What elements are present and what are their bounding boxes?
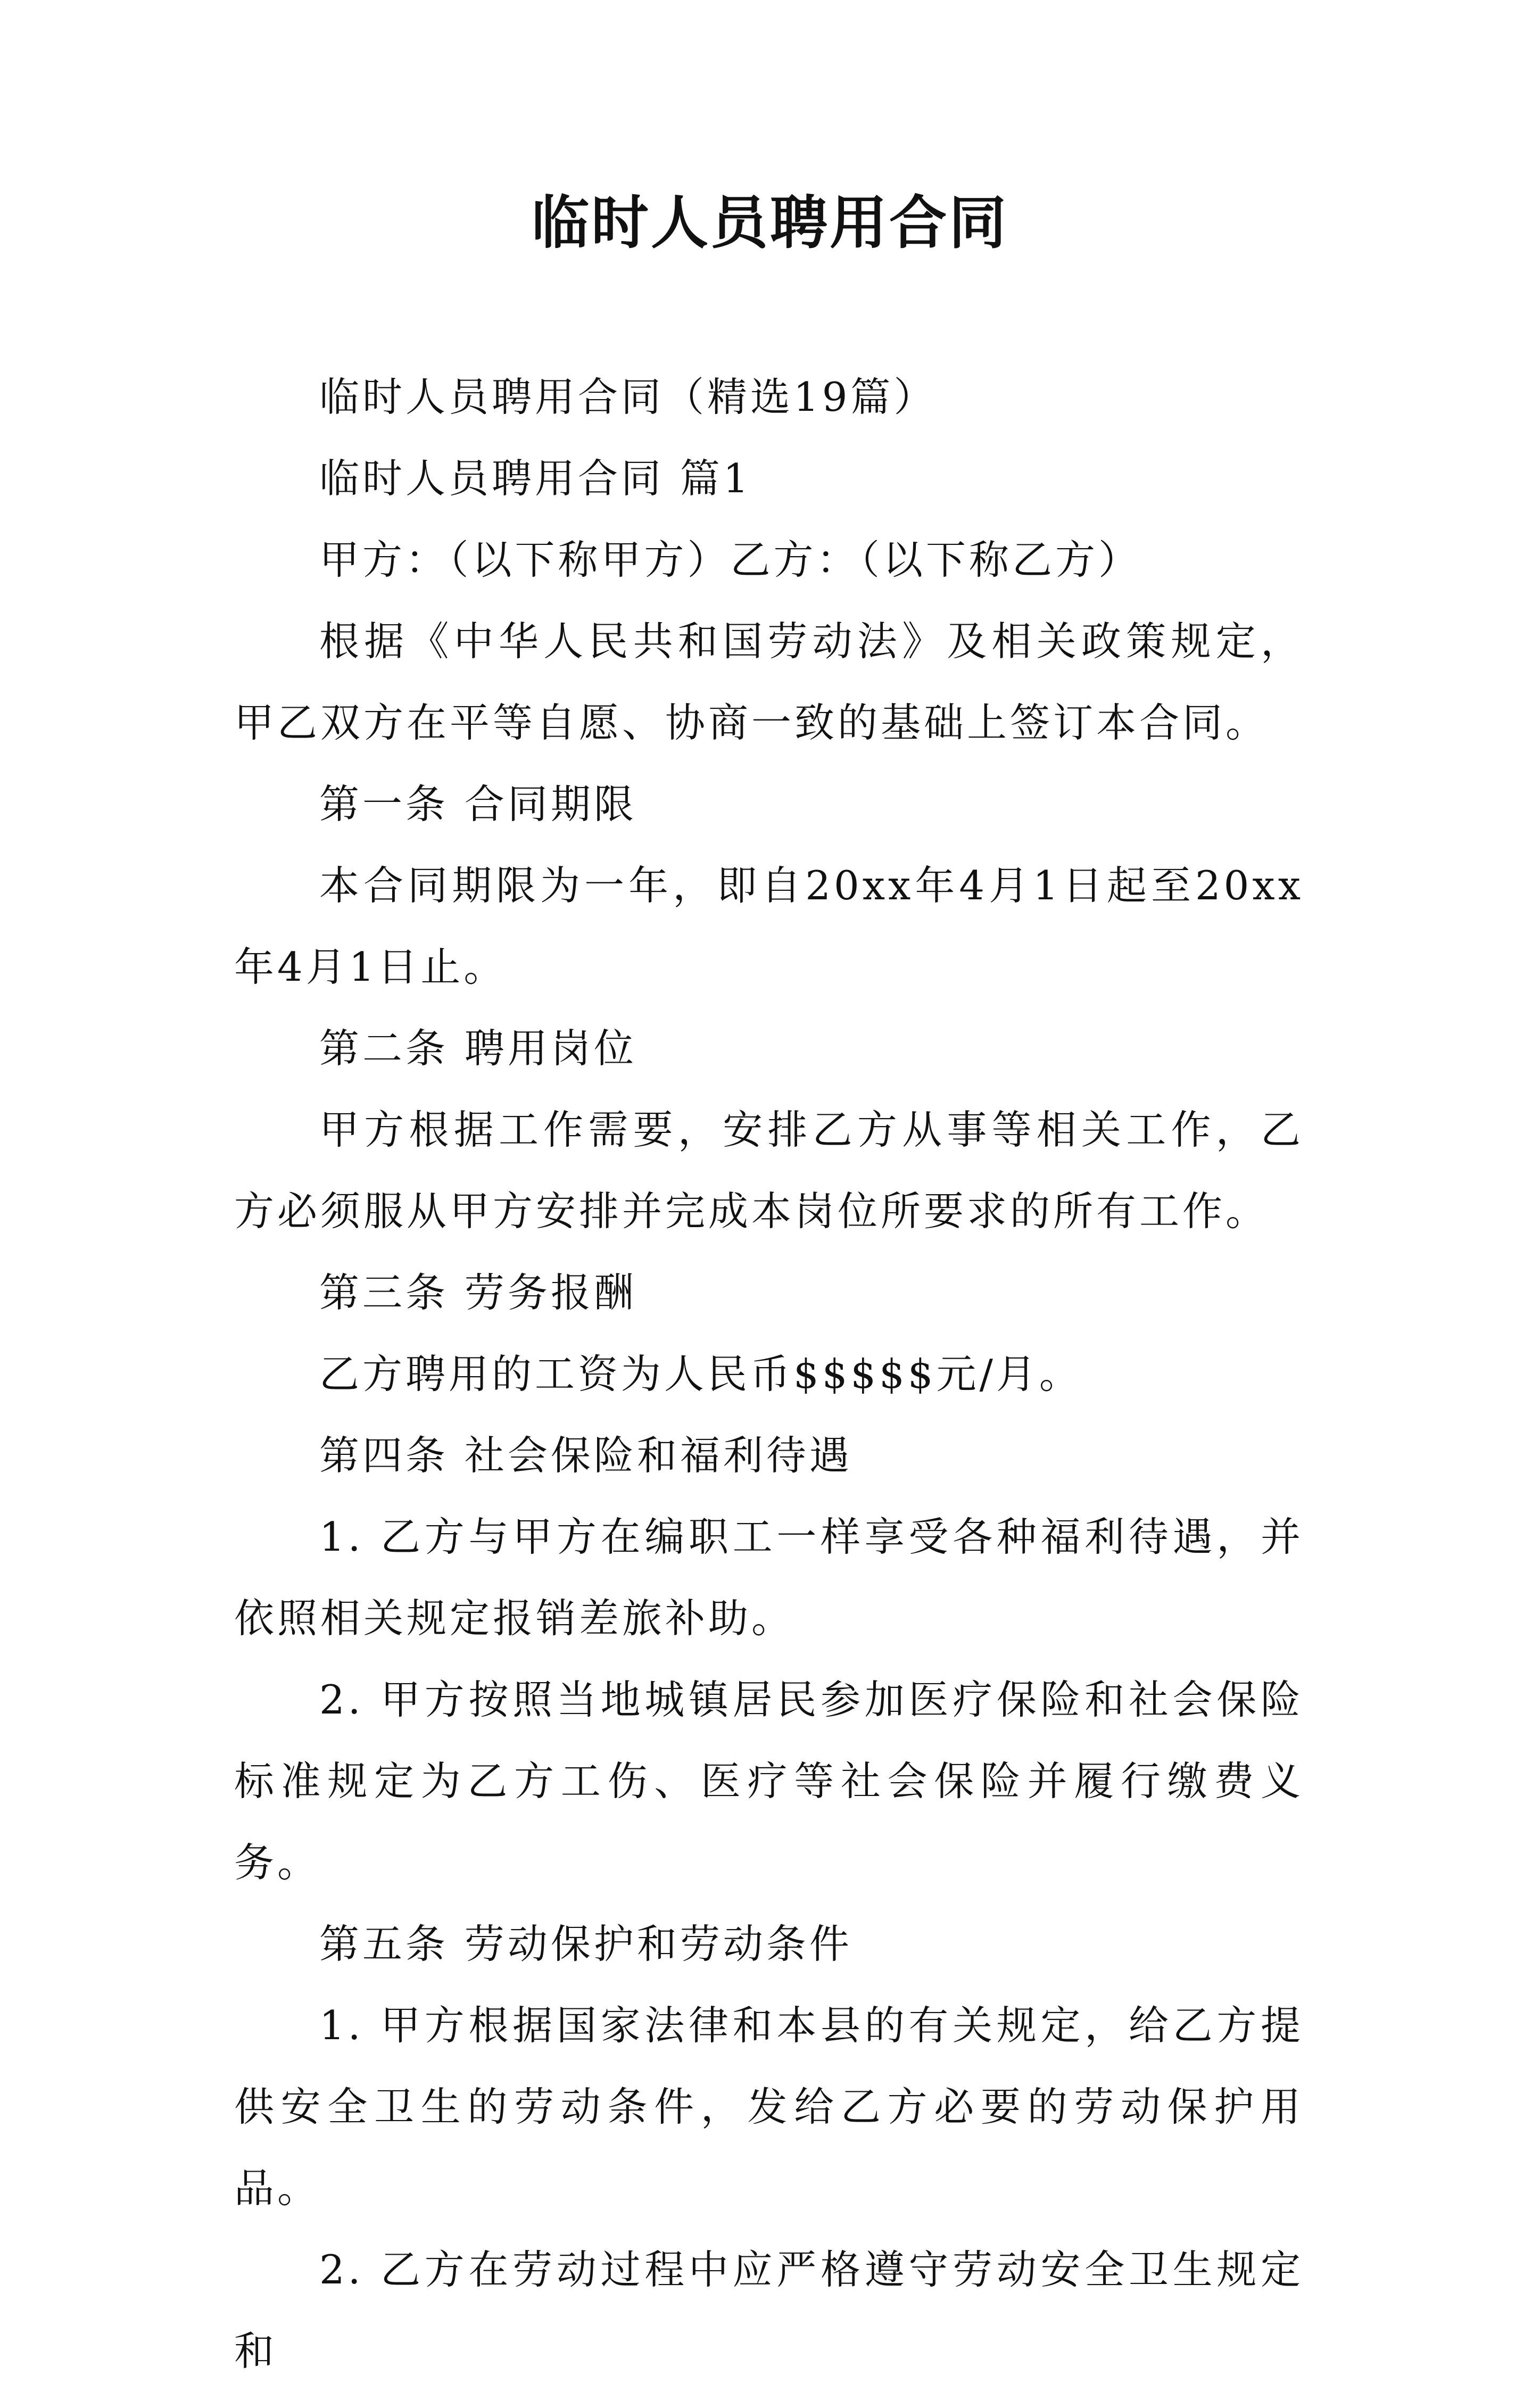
subtitle-paragraph: 临时人员聘用合同（精选19篇） — [319, 374, 937, 420]
parties-paragraph: 甲方：（以下称甲方）乙方：（以下称乙方） — [319, 536, 1142, 583]
article-4-item-2: 2. 甲方按照当地城镇居民参加医疗保险和社会保险标准规定为乙方工伤、医疗等社会保险并履行缴费义务。 — [234, 1676, 1304, 1886]
article-1-text: 本合同期限为一年，即自20xx年4月1日起至20xx年4月1日止。 — [234, 862, 1304, 990]
article-3-heading: 第三条 劳务报酬 — [319, 1269, 637, 1316]
article-2-text: 甲方根据工作需要，安排乙方从事等相关工作，乙方必须服从甲方安排并完成本岗位所要求的所有工作。 — [234, 1106, 1304, 1235]
article-3-text: 乙方聘用的工资为人民币$$$$$元/月。 — [319, 1351, 1082, 1397]
article-1-heading: 第一条 合同期限 — [319, 781, 637, 827]
article-5-item-2: 2. 乙方在劳动过程中应严格遵守劳动安全卫生规定和 — [234, 2246, 1304, 2374]
document-title: 临时人员聘用合同 — [531, 190, 1008, 256]
section-title-paragraph: 临时人员聘用合同 篇1 — [319, 455, 752, 502]
preamble-paragraph: 根据《中华人民共和国劳动法》及相关政策规定，甲乙双方在平等自愿、协商一致的基础上签订本合同。 — [234, 618, 1304, 746]
article-2-heading: 第二条 聘用岗位 — [319, 1025, 637, 1072]
document-body — [234, 357, 1304, 2392]
article-4-heading: 第四条 社会保险和福利待遇 — [319, 1432, 852, 1479]
article-4-item-1: 1. 乙方与甲方在编职工一样享受各种福利待遇，并依照相关规定报销差旅补助。 — [234, 1513, 1304, 1642]
article-5-heading: 第五条 劳动保护和劳动条件 — [319, 1921, 852, 1967]
article-5-item-1: 1. 甲方根据国家法律和本县的有关规定，给乙方提供安全卫生的劳动条件，发给乙方必要的劳动保护用品。 — [234, 2002, 1304, 2212]
